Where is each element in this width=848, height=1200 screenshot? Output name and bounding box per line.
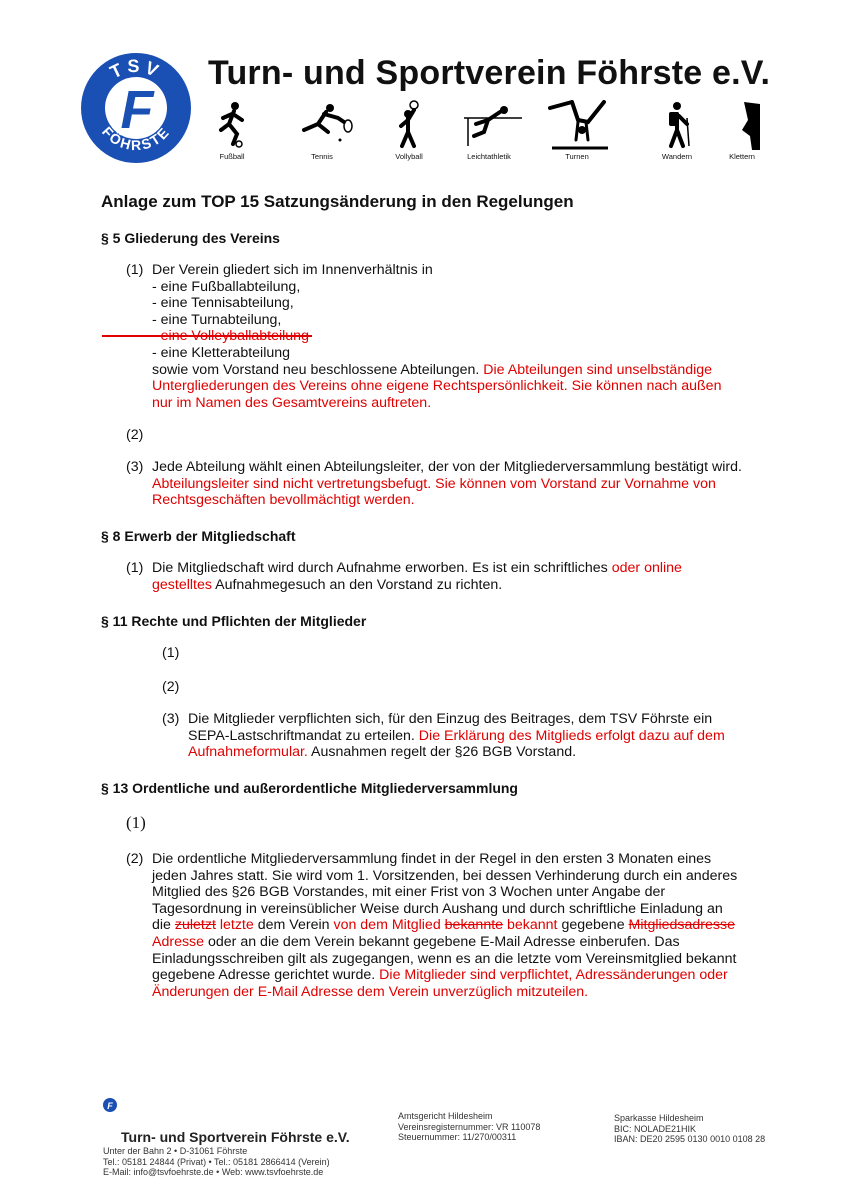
- text-line: Die ordentliche Mitgliederversammlung findet in der Regel in den ersten 3 Monaten eines: [152, 851, 712, 867]
- added-text-line: Rechtsgeschäften bevollmächtigt werden.: [152, 492, 415, 509]
- clause-number: (2): [162, 679, 180, 695]
- footer-court: Amtsgericht Hildesheim: [398, 1111, 493, 1121]
- club-logo: [80, 52, 192, 164]
- footer-address: Unter der Bahn 2 • D-31061 Föhrste: [103, 1146, 248, 1156]
- high-jump-icon: [454, 100, 524, 150]
- sport-klettern: [712, 100, 772, 161]
- added-text-line: nur im Namen des Gesamtvereins auftreten.: [152, 394, 432, 411]
- section-13-clause-2: [152, 851, 737, 1000]
- section-8-clause-1: [152, 560, 682, 593]
- text-line: - eine Turnabteilung,: [152, 311, 282, 328]
- text-line: - eine Tennisabteilung,: [152, 295, 294, 312]
- strikethrough-line: [102, 335, 312, 337]
- sport-volleyball: [364, 100, 454, 161]
- sport-label: Wandern: [661, 152, 693, 161]
- clause-number: (1): [162, 645, 180, 661]
- footer-bic: BIC: NOLADE21HIK: [614, 1123, 697, 1134]
- footer-club-name: Turn- und Sportverein Föhrste e.V.: [121, 1129, 350, 1145]
- text-line: Tagesordnung in vereinsüblicher Weise durch Aushang und durch schriftliche Einladung an: [152, 900, 723, 917]
- added-text-line: Änderungen der E-Mail Adresse dem Verein unverzüglich mitzuteilen.: [152, 983, 589, 1000]
- text-line: sowie vom Vorstand neu beschlossene Abteilungen. Die Abteilungen sind unselbständige: [152, 361, 713, 378]
- text-line: gegebene Adresse gerichtet wurde. Die Mitglieder sind verpflichtet, Adressänderungen oder: [152, 967, 728, 984]
- clause-number: (1): [126, 560, 144, 576]
- section-13-title: § 13 Ordentliche und außerordentliche Mitgliederversammlung: [101, 780, 518, 796]
- sport-label: Tennis: [311, 152, 333, 161]
- footer-bank: [614, 1113, 765, 1145]
- sport-label: Leichtathletik: [467, 152, 511, 161]
- text-line: Mitglied des §26 BGB Vorstandes, mit einer Frist von 3 Wochen unter Angabe der: [152, 884, 666, 901]
- club-title: Turn- und Sportverein Föhrste e.V.: [208, 54, 771, 92]
- climber-icon: [722, 100, 762, 150]
- sport-tennis: [277, 100, 367, 161]
- deleted-line: [152, 328, 721, 345]
- text-line: Einladungsschreiben gilt als zugegangen, wenn es an die letzte vom Vereinsmitglied bekannt: [152, 950, 737, 967]
- hiker-icon: [657, 100, 697, 150]
- logo-letter: F: [120, 80, 154, 140]
- clause-number: (3): [126, 459, 144, 475]
- text-line: gestelltes Aufnahmegesuch an den Vorstand zu richten.: [152, 576, 503, 593]
- footer-phone: Tel.: 05181 24844 (Privat) • Tel.: 05181 2866414 (Verein): [103, 1156, 330, 1167]
- footer-registry: [398, 1111, 540, 1143]
- clause-number: (3): [162, 711, 180, 727]
- sport-fussball: [187, 100, 277, 161]
- sport-label: Klettern: [729, 152, 755, 161]
- section-11-clause-3: [188, 711, 725, 761]
- clause-number: (1): [126, 262, 144, 278]
- text-line: Aufnahmeformular. Ausnahmen regelt der §26 BGB Vorstand.: [188, 744, 577, 761]
- section-11-title: § 11 Rechte und Pflichten der Mitglieder: [101, 613, 367, 629]
- added-text-line: Abteilungsleiter sind nicht vertretungsbefugt. Sie können vom Vorstand zur Vornahme von: [152, 475, 716, 492]
- volleyball-player-icon: [384, 100, 434, 150]
- section-8-title: § 8 Erwerb der Mitgliedschaft: [101, 528, 296, 544]
- document-heading: Anlage zum TOP 15 Satzungsänderung in den Regelungen: [101, 192, 574, 211]
- clause-number: (2): [126, 427, 144, 443]
- logo-top-text: TSV: [106, 55, 165, 83]
- text-line: - eine Fußballabteilung,: [152, 278, 301, 295]
- soccer-player-icon: [207, 100, 257, 150]
- tennis-player-icon: [290, 100, 354, 150]
- footer-bank-name: Sparkasse Hildesheim: [614, 1113, 704, 1123]
- sport-wandern: [632, 100, 722, 161]
- logo-bottom-text: FÖHRSTE: [98, 123, 174, 154]
- footer-web: E-Mail: info@tsvfoehrste.de • Web: www.tsvfoehrste.de: [103, 1167, 324, 1177]
- section-5-clause-3: [152, 459, 742, 509]
- footer-iban: IBAN: DE20 2595 0130 0010 0108 28: [614, 1134, 766, 1144]
- text-line: Die Mitgliedschaft wird durch Aufnahme erworben. Es ist ein schriftliches oder online: [152, 560, 682, 576]
- text-line: Die Mitglieder verpflichten sich, für den Einzug des Beitrages, dem TSV Föhrste ein: [188, 711, 713, 727]
- footer-logo-icon: [103, 1098, 117, 1112]
- text-line: jeden Jahres statt. Sie wird vom 1. Vorsitzenden, bei dessen Verhinderung durch ein anderes: [152, 867, 738, 884]
- clause-number: (1): [126, 813, 146, 832]
- text-line: Adresse oder an die dem Verein bekannt gegebene E-Mail Adresse einberufen. Das: [152, 933, 680, 950]
- svg-text:F: F: [107, 1101, 113, 1111]
- text-line: die zuletzt letzte dem Verein von dem Mitglied bekannte bekannt gegebene Mitgliedsadresse: [152, 917, 736, 934]
- sport-label: Turnen: [565, 152, 589, 161]
- section-5-title: § 5 Gliederung des Vereins: [101, 230, 280, 246]
- text-line: Jede Abteilung wählt einen Abteilungsleiter, der von der Mitgliederversammlung bestätigt wird.: [152, 459, 742, 475]
- sport-label: Vollyball: [395, 152, 423, 161]
- section-5-clause-1: [152, 262, 721, 411]
- sport-turnen: [532, 100, 622, 161]
- sport-leichtathletik: [444, 100, 534, 161]
- footer-register: Vereinsregisternummer: VR 110078: [398, 1121, 541, 1132]
- clause-number: (2): [126, 851, 144, 867]
- footer-contact: [103, 1146, 330, 1178]
- text-line: - eine Kletterabteilung: [152, 344, 291, 361]
- gymnast-icon: [542, 100, 612, 150]
- footer-tax: Steuernummer: 11/270/00311: [398, 1132, 517, 1142]
- added-text-line: Untergliederungen des Vereins ohne eigene Rechtspersönlichkeit. Sie können nach außen: [152, 378, 722, 395]
- text-line: SEPA-Lastschriftmandat zu erteilen. Die Erklärung des Mitglieds erfolgt dazu auf dem: [188, 727, 725, 744]
- sport-label: Fußball: [219, 152, 245, 161]
- text-line: Der Verein gliedert sich im Innenverhältnis in: [152, 262, 433, 278]
